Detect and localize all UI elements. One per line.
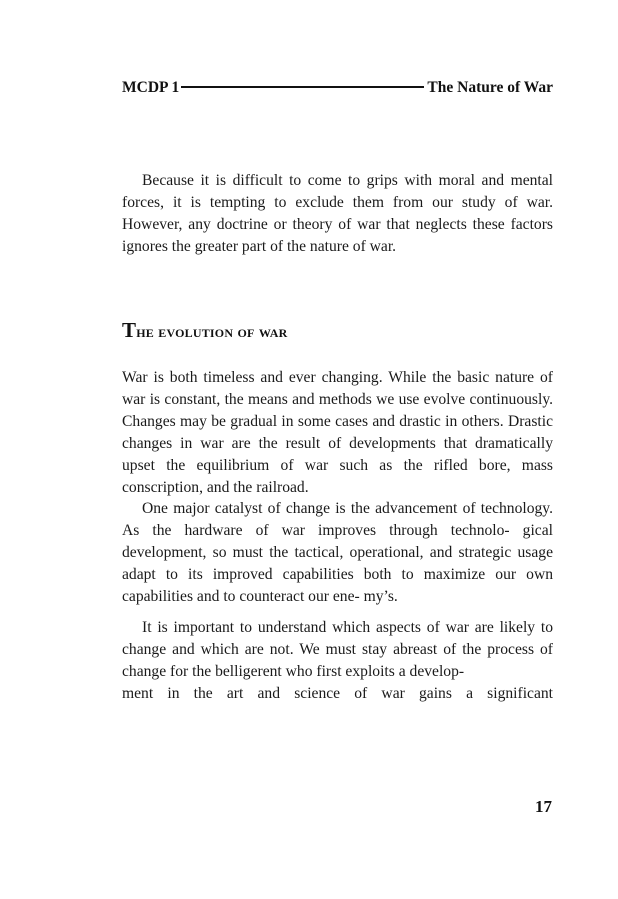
header-chapter-title: The Nature of War bbox=[427, 79, 553, 96]
section-paragraph-1: War is both timeless and ever changing. While the basic nature of war is constant, the means and methods we use evolve continuously. Changes may be gradual in some cases and drastic in others. Drastic changes in war are the result of developments that dramatically upset the equilibrium of war such as the rifled bore, mass conscription, and the railroad. bbox=[122, 369, 553, 496]
section-paragraph-3-last-line: ment in the art and science of war gains a significant bbox=[122, 685, 553, 702]
section-heading bbox=[122, 318, 288, 343]
section-heading-initial: T bbox=[122, 318, 137, 342]
section-paragraph-3 bbox=[122, 617, 553, 705]
section-heading-rest: he evolution of war bbox=[136, 322, 288, 341]
section-paragraph-3-text: It is important to understand which aspects of war are likely to change and which are not. We must stay abreast of the process of change for the belligerent who first exploits a develop- bbox=[122, 619, 553, 680]
running-header bbox=[122, 77, 553, 99]
header-doc-id: MCDP 1 bbox=[122, 79, 180, 96]
page-number: 17 bbox=[535, 797, 552, 816]
intro-paragraph: Because it is difficult to come to grips with moral and mental forces, it is tempting to exclude them from our study of war. However, any doctrine or theory of war that neglects these factors ignores the greater part of the nature of war. bbox=[122, 172, 553, 255]
section-paragraph-2: One major catalyst of change is the advancement of technology. As the hardware of war improves through technolo- gical development, so must the tactical, operational, and strategic usage adapt to its improved capabilities both to maximize our own capabilities and to counteract our ene- my’s. bbox=[122, 500, 553, 605]
header-rule bbox=[181, 86, 424, 88]
